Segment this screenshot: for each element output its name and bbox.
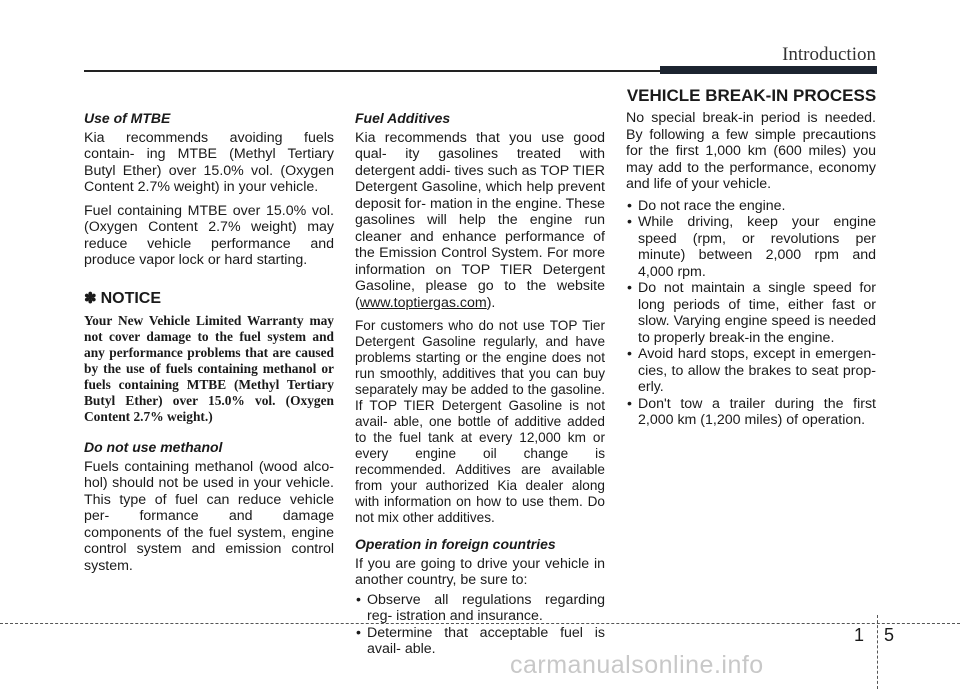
heading-operation-foreign: Operation in foreign countries [355, 536, 556, 552]
heading-fuel-additives: Fuel Additives [355, 110, 451, 126]
heading-do-not-use-methanol: Do not use methanol [84, 439, 223, 455]
chapter-number: 1 [854, 625, 865, 645]
page-number: 5 [884, 625, 895, 645]
list-item: • Do not maintain a single speed for long periods of time, either fast or slow. Varying engine speed is needed to properly break-in the engine. [626, 280, 876, 346]
heading-use-of-mtbe: Use of MTBE [84, 110, 171, 126]
list-item: • Avoid hard stops, except in emergen- cies, to allow the brakes to seat prop- erly. [626, 346, 876, 396]
paragraph-additives-1-text: Kia recommends that you use good qual- ity gasolines treated with detergent addi- tives such as TOP TIER Detergent Gasoline, which help prevent deposit for- mation in the engine. These gasolines will help the engine run cleaner and enhance performance of the Emission Control System. For more information on TOP TIER Detergent Gasoline, please go to the website ( [355, 129, 605, 311]
list-item: • Don't tow a trailer during the first 2,000 km (1,200 miles) of operation. [626, 396, 876, 429]
column-2 [355, 110, 605, 658]
paragraph-foreign-intro: If you are going to drive your vehicle in another country, be sure to: [355, 555, 605, 588]
paragraph-additives-2: For customers who do not use TOP Tier Detergent Gasoline regularly, and have problems starting or the engine does not run smoothly, additives that you can buy separately may be added to the gasoline. If TOP TIER Detergent Gasoline is not avail- able, one bottle of additive added to the fuel tank at every 12,000 km or every engine oil change is recommended. Additives are available from your authorized Kia dealer along with information on how to use them. Do not mix other additives. [355, 318, 605, 525]
page-header-title: Introduction [782, 44, 876, 65]
paragraph-methanol: Fuels containing methanol (wood alco- hol) should not be used in your vehicle. This type of fuel can reduce vehicle per- formance and damage components of the fuel system, engine control system and emission control system. [84, 458, 334, 574]
paragraph-mtbe-1: Kia recommends avoiding fuels contain- ing MTBE (Methyl Tertiary Butyl Ether) over 15.0% vol. (Oxygen Content 2.7% weight) in your vehicle. [84, 129, 334, 195]
footer-page-divider [877, 615, 878, 689]
paragraph-additives-1 [355, 130, 605, 312]
list-foreign [355, 592, 605, 658]
list-item: • While driving, keep your engine speed (rpm, or revolutions per minute) between 2,000 rpm and 4,000 rpm. [626, 214, 876, 280]
notice-body: Your New Vehicle Limited Warranty may not cover damage to the fuel system and any performance problems that are caused by the use of fuels containing methanol or fuels containing MTBE (Methyl Tertiary Butyl Ether) over 15.0% vol. (Oxygen Content 2.7% weight.) [84, 313, 334, 424]
watermark: carmanualsonline.info [510, 651, 764, 679]
column-1 [84, 110, 334, 581]
toptiergas-link[interactable]: www.toptiergas.com [359, 294, 487, 311]
notice-icon: ✽ [84, 289, 97, 307]
paragraph-additives-1-end: ). [486, 294, 496, 311]
header-rule [84, 70, 660, 72]
header-tab-bar [660, 66, 877, 74]
paragraph-break-in-intro: No special break-in period is needed. By following a few simple precautions for the first 1,000 km (600 miles) you may add to the performance, economy and life of your vehicle. [626, 110, 876, 192]
list-break-in [626, 198, 876, 429]
paragraph-mtbe-2: Fuel containing MTBE over 15.0% vol. (Oxygen Content 2.7% weight) may reduce vehicle performance and produce vapor lock or hard starting. [84, 202, 334, 268]
list-item: • Observe all regulations regarding reg- istration and insurance. [355, 592, 605, 625]
notice-title: NOTICE [100, 289, 162, 307]
list-item: • Determine that acceptable fuel is avail- able. [355, 625, 605, 658]
notice-heading [84, 291, 334, 308]
footer-divider [0, 623, 960, 624]
section-heading-break-in: VEHICLE BREAK-IN PROCESS [626, 83, 877, 108]
list-item: • Do not race the engine. [626, 198, 876, 215]
column-3 [626, 110, 876, 429]
